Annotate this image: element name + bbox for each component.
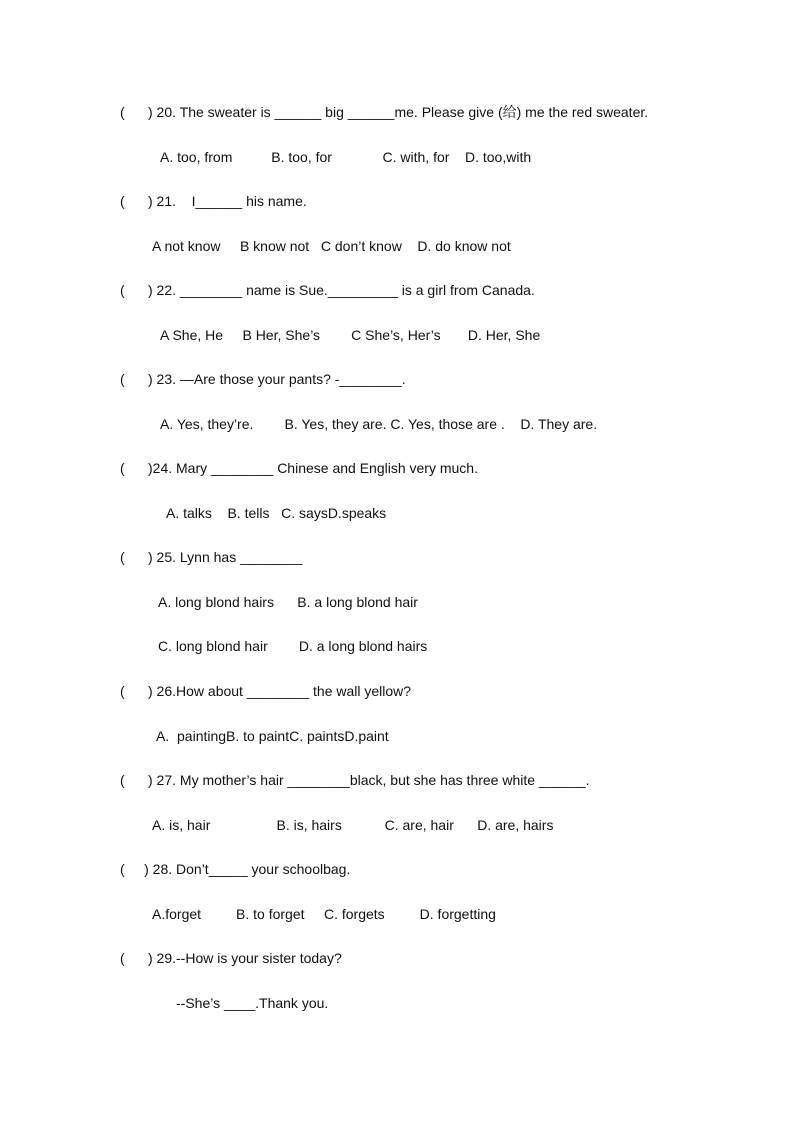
question-28: ( ) 28. Don’t_____ your schoolbag. (120, 861, 351, 877)
options-25-row2: C. long blond hair D. a long blond hairs (158, 638, 428, 654)
options-23: A. Yes, they’re. B. Yes, they are. C. Yes, those are . D. They are. (160, 416, 598, 432)
options-20: A. too, from B. too, for C. with, for D. too,with (160, 149, 532, 165)
options-25-row1: A. long blond hairs B. a long blond hair (158, 594, 418, 610)
question-23: ( ) 23. —Are those your pants? -________. (120, 371, 406, 387)
question-22: ( ) 22. ________ name is Sue._________ is a girl from Canada. (120, 282, 535, 298)
options-28: A.forget B. to forget C. forgets D. forgetting (152, 906, 496, 922)
question-25: ( ) 25. Lynn has ________ (120, 549, 303, 565)
options-26: A. paintingB. to paintC. paintsD.paint (156, 728, 389, 744)
question-24: ( )24. Mary ________ Chinese and English very much. (120, 460, 478, 476)
options-21: A not know B know not C don’t know D. do know not (152, 238, 511, 254)
question-20: ( ) 20. The sweater is ______ big ______me. Please give (给) me the red sweater. (120, 104, 649, 120)
question-26: ( ) 26.How about ________ the wall yellow? (120, 683, 412, 699)
question-29: ( ) 29.--How is your sister today? (120, 950, 342, 966)
options-22: A She, He B Her, She’s C She’s, Her’s D. Her, She (160, 327, 541, 343)
options-24: A. talks B. tells C. saysD.speaks (166, 505, 387, 521)
options-27: A. is, hair B. is, hairs C. are, hair D. are, hairs (152, 817, 554, 833)
question-27: ( ) 27. My mother’s hair ________black, but she has three white ______. (120, 772, 590, 788)
question-21: ( ) 21. I______ his name. (120, 193, 307, 209)
answer-29: --She’s ____.Thank you. (176, 995, 329, 1011)
